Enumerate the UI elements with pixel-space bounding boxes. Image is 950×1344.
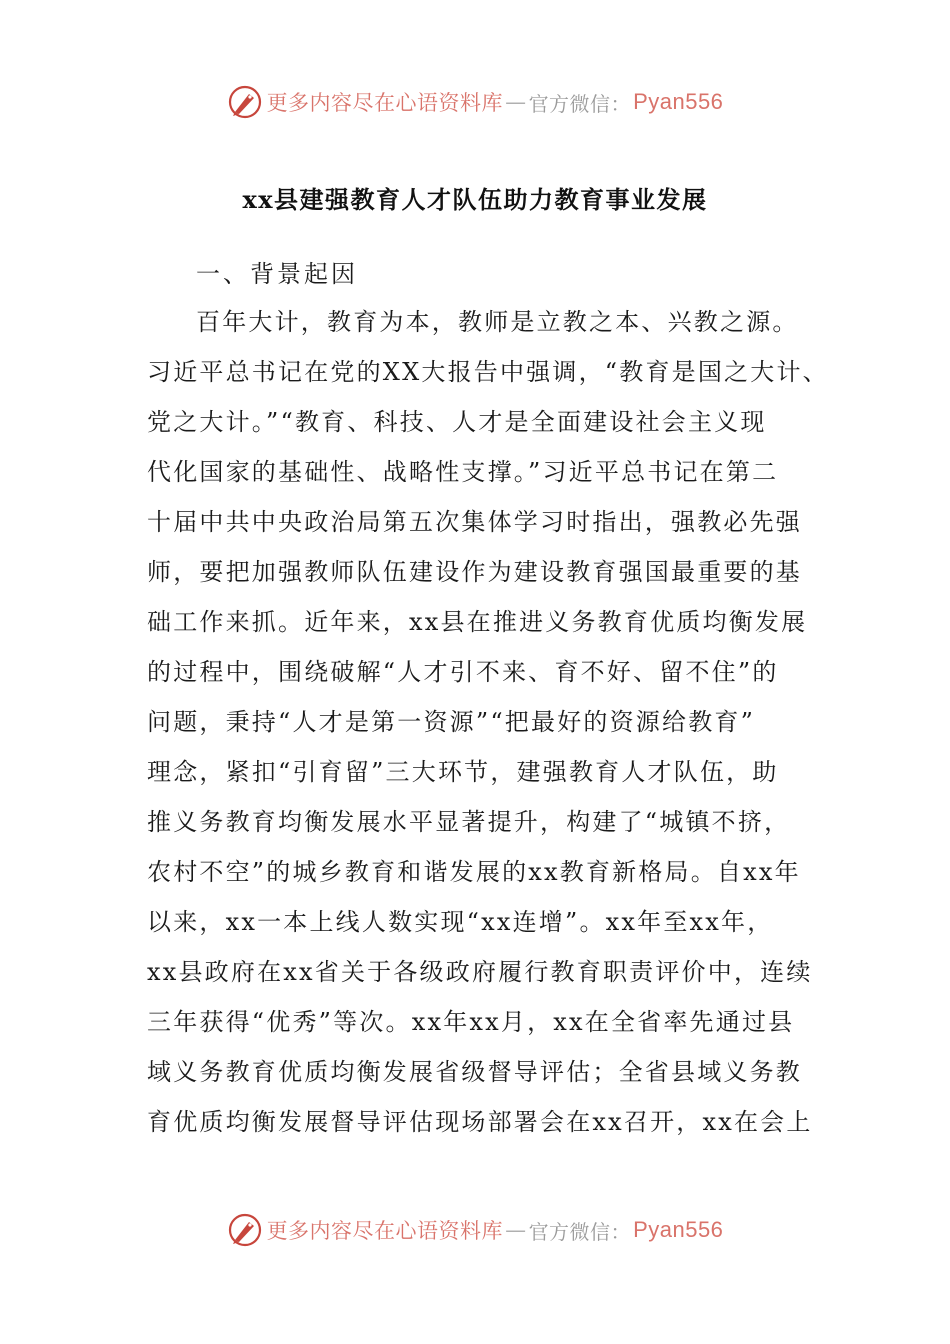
paragraph-line: 代化国家的基础性、战略性支撑。”习近平总书记在第二 (147, 458, 779, 486)
watermark-library-text: 更多内容尽在心语资料库 (266, 1219, 504, 1243)
watermark-separator: — (505, 1218, 527, 1242)
body-paragraph (147, 302, 827, 1152)
watermark-library-text: 更多内容尽在心语资料库 (266, 91, 504, 115)
paragraph-line: 习近平总书记在党的XX大报告中强调，“教育是国之大计、 (147, 358, 829, 386)
paragraph-line: 问题，秉持“人才是第一资源”“把最好的资源给教育” (147, 708, 756, 736)
pen-nib-logo-icon (227, 1212, 263, 1248)
paragraph-line: 师，要把加强教师队伍建设作为建设教育强国最重要的基 (147, 558, 802, 586)
paragraph-line: xx县政府在xx省关于各级政府履行教育职责评价中，连续 (147, 958, 813, 986)
paragraph-line: 育优质均衡发展督导评估现场部署会在xx召开，xx在会上 (147, 1108, 813, 1136)
section-heading: 一、背景起因 (196, 260, 358, 288)
paragraph-line: 的过程中，围绕破解“人才引不来、育不好、留不住”的 (147, 658, 779, 686)
paragraph-line: 三年获得“优秀”等次。xx年xx月，xx在全省率先通过县 (147, 1008, 795, 1036)
watermark-official-label: 官方微信： (528, 91, 632, 116)
watermark-wechat-id: Pyan556 (633, 1217, 724, 1242)
paragraph-line: 农村不空”的城乡教育和谐发展的xx教育新格局。自xx年 (147, 858, 801, 886)
watermark-separator: — (505, 90, 527, 114)
watermark-wechat-id: Pyan556 (633, 89, 724, 114)
paragraph-line: 推义务教育均衡发展水平显著提升，构建了“城镇不挤， (147, 808, 791, 836)
header-watermark (0, 82, 950, 122)
paragraph-line: 党之大计。”“教育、科技、人才是全面建设社会主义现 (147, 408, 767, 436)
footer-watermark (0, 1210, 950, 1250)
paragraph-line: 百年大计，教育为本，教师是立教之本、兴教之源。 (196, 308, 799, 336)
paragraph-line: 十届中共中央政治局第五次集体学习时指出，强教必先强 (147, 508, 802, 536)
paragraph-line: 域义务教育优质均衡发展省级督导评估；全省县域义务教 (147, 1058, 802, 1086)
paragraph-line: 理念，紧扣“引育留”三大环节，建强教育人才队伍，助 (147, 758, 779, 786)
paragraph-line: 础工作来抓。近年来，xx县在推进义务教育优质均衡发展 (147, 608, 808, 636)
watermark-official-label: 官方微信： (528, 1219, 632, 1244)
pen-nib-logo-icon (227, 84, 263, 120)
document-title: xx县建强教育人才队伍助力教育事业发展 (242, 185, 708, 214)
paragraph-line: 以来，xx一本上线人数实现“xx连增”。xx年至xx年， (147, 908, 774, 936)
